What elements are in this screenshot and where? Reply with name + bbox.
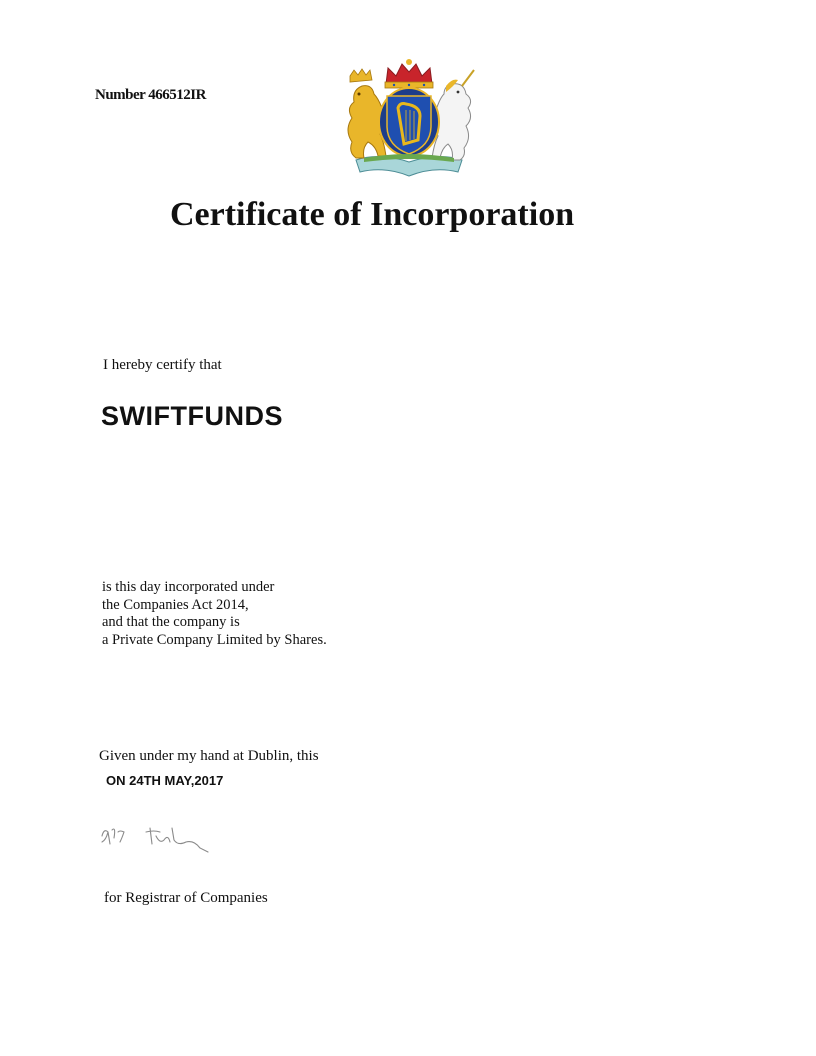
incorporation-line: the Companies Act 2014, <box>102 596 249 613</box>
incorporation-line: a Private Company Limited by Shares. <box>102 631 327 648</box>
certificate-number: Number 466512IR <box>95 87 206 103</box>
certificate-title: Certificate of Incorporation <box>170 196 575 233</box>
given-statement: Given under my hand at Dublin, this <box>99 748 319 764</box>
incorporation-line: and that the company is <box>102 614 240 630</box>
incorporation-statement <box>102 579 327 649</box>
registrar-caption: for Registrar of Companies <box>104 890 268 906</box>
incorporation-line: is this day incorporated under <box>102 579 275 595</box>
company-name: SWIFTFUNDS <box>101 401 283 431</box>
certify-intro: I hereby certify that <box>103 357 222 373</box>
coat-of-arms-icon <box>334 56 484 180</box>
registrar-signature <box>98 818 214 858</box>
incorporation-date: ON 24TH MAY,2017 <box>106 773 224 788</box>
